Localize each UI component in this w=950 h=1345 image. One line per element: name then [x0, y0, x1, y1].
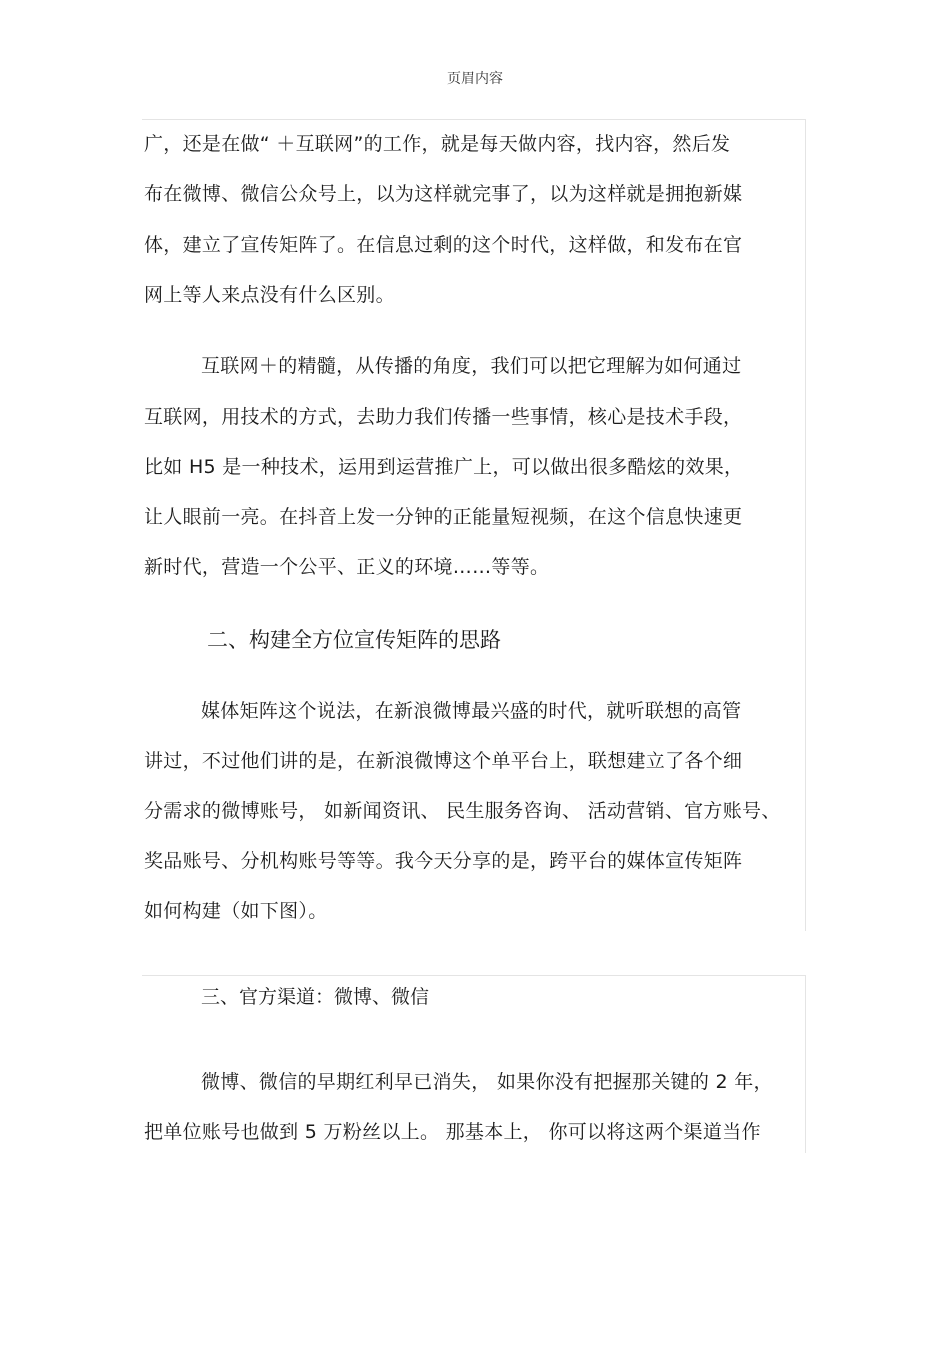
section-heading-3: 三、官方渠道：微博、微信 [201, 986, 430, 1008]
para3-line: 讲过，不过他们讲的是，在新浪微博这个单平台上，联想建立了各个细 [144, 750, 743, 772]
para3-line: 媒体矩阵这个说法，在新浪微博最兴盛的时代，就听联想的高管 [201, 700, 742, 722]
para1-line: 布在微博、微信公众号上，以为这样就完事了，以为这样就是拥抱新媒 [144, 183, 743, 205]
para1-line: 体，建立了宣传矩阵了。在信息过剩的这个时代，这样做，和发布在官 [144, 234, 743, 256]
para3-line: 分需求的微博账号， 如新闻资讯、 民生服务咨询、 活动营销、官方账号、 [144, 800, 781, 822]
para4-line: 把单位账号也做到 5 万粉丝以上。 那基本上， 你可以将这两个渠道当作 [144, 1121, 761, 1143]
para3-line: 如何构建（如下图）。 [144, 900, 328, 922]
para1-line: 网上等人来点没有什么区别。 [144, 284, 395, 306]
para3-line: 奖品账号、分机构账号等等。我今天分享的是，跨平台的媒体宣传矩阵 [144, 850, 743, 872]
para2-line: 互联网，用技术的方式，去助力我们传播一些事情，核心是技术手段， [144, 406, 743, 428]
para1-line: 广，还是在做“ ＋互联网”的工作，就是每天做内容，找内容，然后发 [144, 133, 731, 155]
para2-line: 互联网＋的精髓，从传播的角度，我们可以把它理解为如何通过 [201, 355, 742, 377]
page-header: 页眉内容 [447, 71, 503, 87]
para2-line: 比如 H5 是一种技术，运用到运营推广上，可以做出很多酷炫的效果， [144, 456, 744, 478]
para2-line: 新时代，营造一个公平、正义的环境……等等。 [144, 556, 550, 578]
section-heading-2: 二、构建全方位宣传矩阵的思路 [207, 628, 501, 652]
para2-line: 让人眼前一亮。在抖音上发一分钟的正能量短视频，在这个信息快速更 [144, 506, 743, 528]
para4-line: 微博、微信的早期红利早已消失， 如果你没有把握那关键的 2 年， [201, 1071, 773, 1093]
